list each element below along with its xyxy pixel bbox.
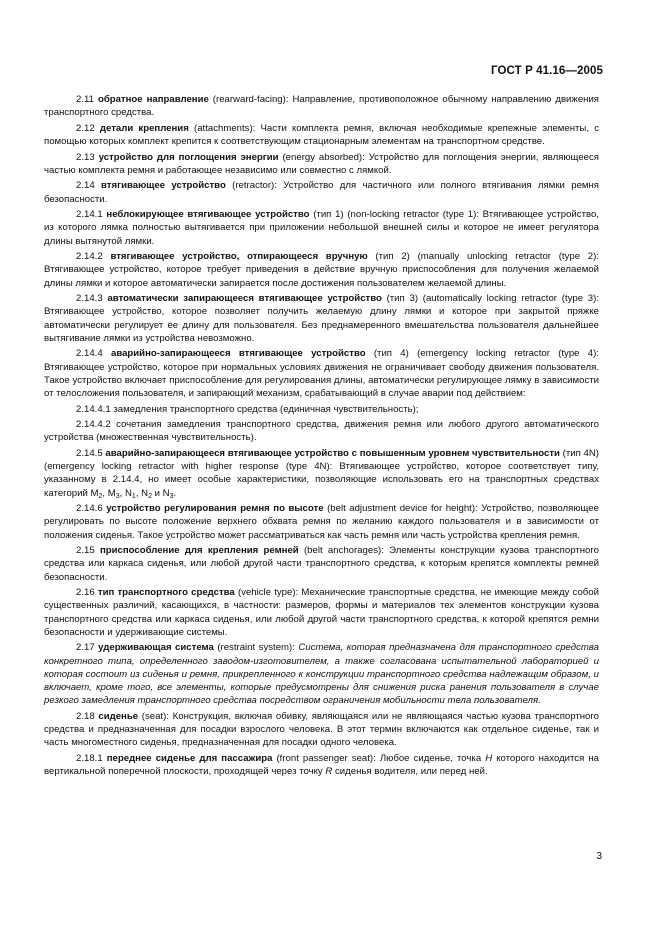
clause-2-14 xyxy=(44,179,599,205)
clause-text: (rearward-facing): Направление, противоположное обычному направлению движения транспортного средства. xyxy=(44,94,600,119)
clause-text: которого находится на вертикальной поперечной плоскости, проходящей через точку xyxy=(44,752,599,777)
clause-text: (restraint system): xyxy=(213,642,299,654)
clause-italic-text: Система, которая предназначена для транспортного средства конкретного типа, определенного заводом-изготовителем, а также согласована испытательной лабораторией и которая состоит из сиденья и ремня, прикрепленного к конструкции транспортного средства надлежащим образом, и включает, кроме того, все элементы, которые предусмотрены для снижения риска ранения пользователя в случае резкого замедления транспортного средства посредством ограничения мобильности тела пользователя. xyxy=(44,642,599,707)
clause-number: 2.14.4.2 xyxy=(76,419,111,431)
clause-number: 2.14 xyxy=(76,180,95,192)
clause-text: (тип 1) (non-locking retractor (type 1): Втягивающее устройство, из которого лямка полностью вытягивается при приложении небольшой внешней силы и которое не имеет регулятора длины вытянутой лямки. xyxy=(44,209,599,247)
clause-number: 2.14.1 xyxy=(76,209,103,221)
clause-term: аварийно-запирающееся втягивающее устройство xyxy=(110,348,366,360)
clause-text: (energy absorbed): Устройство для поглощения энергии, являющееся частью комплекта ремня и работающее независимо или совместно с лямкой. xyxy=(44,151,599,176)
clause-term: тип транспортного средства xyxy=(97,587,235,599)
document-header: ГОСТ Р 41.16—2005 xyxy=(491,65,603,77)
clause-text: (тип 4N) (emergency locking retractor with higher response (type 4N): Втягивающее устройство, которое соответствует типу, указанному в 2.14.4, но имеет особые характеристики, позволяющие использовать его на транспортных средствах категорий M xyxy=(44,447,599,499)
document-body xyxy=(44,93,599,781)
clause-2-13 xyxy=(44,151,599,177)
clause-number: 2.18 xyxy=(76,710,95,722)
clause-text: (тип 2) (manually unlocking retractor (type 2): Втягивающее устройство, которое требует приведения в действие вручную приспособления для получения желаемой длины лямки и которое автоматически запирается после достижения пользователем желаемой длины. xyxy=(44,251,600,289)
clause-text: сиденья водителя, или перед ней. xyxy=(332,766,488,777)
clause-text: (seat): Конструкция, включая обивку, являющаяся или не являющаяся частью кузова транспортного средства и предназначенная для посадки взрослого человека. В этот термин включаются как отдельное сиденье, так и часть многоместного сиденья, предназначенная для посадки одного человека. xyxy=(44,710,599,749)
clause-2-18-1 xyxy=(44,752,599,778)
clause-term: втягивающее устройство, отпирающееся вручную xyxy=(110,251,368,263)
clause-text: (belt anchorages): Элементы конструкции кузова транспортного средства или каркаса сиденья, или любой другой части транспортного средства, к которым крепятся комплекты ремней безопасности. xyxy=(44,545,599,583)
clause-number: 2.14.4.1 xyxy=(76,403,111,415)
clause-text: сочетания замедления транспортного средства, движения ремня или любого другого автоматического устройства (множественная чувствительность). xyxy=(44,419,599,444)
clause-term: устройство для поглощения энергии xyxy=(98,151,279,163)
page-number: 3 xyxy=(596,851,602,862)
clause-text: (тип 3) (automatically locking retractor (type 3): Втягивающее устройство, которое позволяет получить желаемую длину лямки и которое при закрытой пряжке автоматически регулирует ее длину для пользователя. Без преднамеренного вмешательства пользователя дальнейшее вытягивание лямки из устройства невозможно. xyxy=(44,293,599,344)
clause-text: (front passenger seat): Любое сиденье, точка xyxy=(272,752,486,764)
clause-number: 2.18.1 xyxy=(76,752,103,764)
clause-term: детали крепления xyxy=(99,122,189,134)
clause-term: удерживающая система xyxy=(98,642,214,654)
clause-term: автоматически запирающееся втягивающее устройство xyxy=(107,293,382,305)
clause-2-11 xyxy=(44,93,599,119)
clause-2-17 xyxy=(44,641,599,707)
clause-text: (тип 4) (emergency locking retractor (type 4): Втягивающее устройство, которое при нормальных условиях движения не ограничивает свободу движения пользователя. Такое устройство включает приспособление для регулирования длины, автоматически регулирующее лямку в зависимости от телосложения пользователя, и запирающий механизм, срабатывающий в случае аварии под действием: xyxy=(44,348,600,399)
clause-2-18 xyxy=(44,710,599,750)
subscript: 2 xyxy=(148,492,152,500)
clause-2-16 xyxy=(44,586,599,639)
clause-term: обратное направление xyxy=(97,94,209,105)
clause-number: 2.12 xyxy=(76,122,95,134)
clause-text: (belt adjustment device for height): Устройство, позволяющее регулировать по высоте положение верхнего обхвата ремня по желанию каждого пользователя и в зависимости от положения сиденья. Такое устройство может рассматриваться как часть ремня или часть устройства крепления ремня. xyxy=(44,503,599,541)
clause-2-12 xyxy=(44,122,599,148)
clause-2-14-3 xyxy=(44,292,599,345)
clause-number: 2.14.5 xyxy=(76,447,103,459)
clause-number: 2.14.2 xyxy=(76,251,103,263)
clause-text: (retractor): Устройство для частичного или полного втягивания лямки ремня безопасности. xyxy=(44,180,599,205)
clause-2-14-2 xyxy=(44,250,599,290)
clause-number: 2.13 xyxy=(76,151,95,163)
clause-number: 2.14.3 xyxy=(76,293,103,305)
clause-number: 2.16 xyxy=(76,587,95,599)
clause-text: (attachments): Части комплекта ремня, включая необходимые крепежные элементы, с помощью которых комплект крепится к соответствующим стационарным элементам на транспортном средстве. xyxy=(44,122,599,147)
clause-term: устройство регулирования ремня по высоте xyxy=(106,503,324,515)
clause-term: сиденье xyxy=(98,710,139,722)
clause-number: 2.14.6 xyxy=(76,503,103,515)
clause-text: и N xyxy=(151,487,170,499)
clause-number: 2.11 xyxy=(76,94,94,105)
subscript: 3 xyxy=(115,492,120,500)
clause-number: 2.14.4 xyxy=(76,348,103,360)
clause-term: приспособление для крепления ремней xyxy=(99,545,299,557)
clause-2-14-4-1 xyxy=(44,403,599,416)
clause-text: . xyxy=(173,487,177,499)
clause-2-14-6 xyxy=(44,502,599,542)
clause-text: замедления транспортного средства (единичная чувствительность); xyxy=(113,403,419,415)
clause-number: 2.15 xyxy=(76,545,95,557)
clause-number: 2.17 xyxy=(76,642,95,654)
clause-term: неблокирующее втягивающее устройство xyxy=(106,209,310,221)
clause-text: , N xyxy=(135,487,149,499)
clause-text: (vehicle type): Механические транспортные средства, не имеющие между собой существенных различий, касающихся, в частности: размеров, формы и материалов тех элементов конструкции кузова транспортного средства или каркаса сиденья, или любой другой части транспортного средства, к которой крепятся ремни безопасности и удерживающие системы. xyxy=(44,587,599,638)
point-h-symbol: H xyxy=(485,752,493,764)
clause-2-14-5 xyxy=(44,447,599,500)
clause-term: аварийно-запирающееся втягивающее устройство с повышенным уровнем чувствительности xyxy=(105,447,560,459)
clause-text: , M xyxy=(102,487,116,499)
clause-2-14-4 xyxy=(44,347,599,400)
clause-term: переднее сиденье для пассажира xyxy=(106,752,273,764)
clause-2-15 xyxy=(44,544,599,584)
clause-term: втягивающее устройство xyxy=(101,180,226,192)
clause-2-14-4-2 xyxy=(44,418,599,444)
clause-2-14-1 xyxy=(44,208,599,248)
subscript: 3 xyxy=(169,492,174,500)
point-r-symbol: R xyxy=(325,766,333,777)
subscript: 1 xyxy=(131,492,136,500)
subscript: 2 xyxy=(98,492,103,500)
clause-text: , N xyxy=(119,487,132,499)
